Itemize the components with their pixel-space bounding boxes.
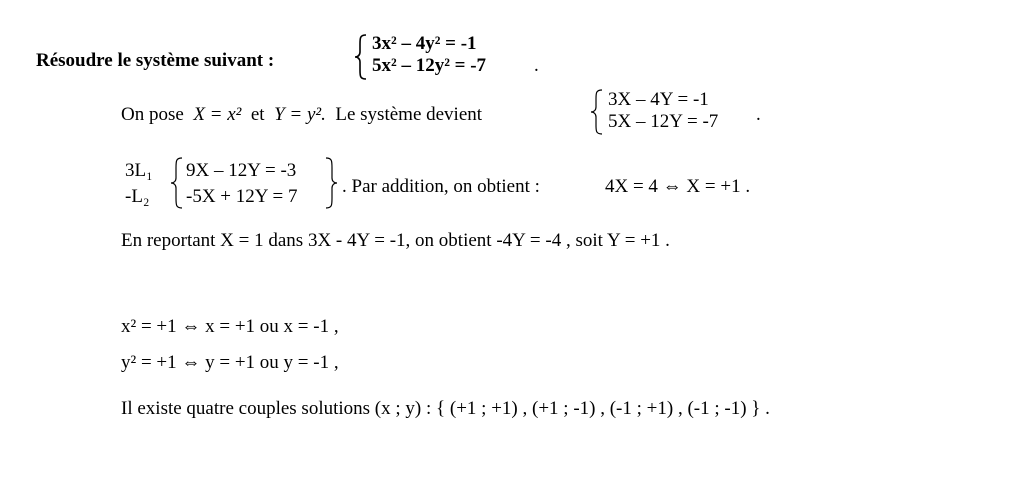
label-l2: -L₂ <box>125 186 150 207</box>
solve-y-line: y² = +1 ⇔ y = +1 ou y = -1 , <box>121 352 339 373</box>
combination-brace-left <box>170 157 184 209</box>
new-system <box>608 89 718 133</box>
system-brace-left <box>354 34 368 80</box>
subst-y: Y = y². <box>274 104 326 125</box>
and-text: et <box>250 104 265 125</box>
addition-result: 4X = 4 ⇔ X = +1 . <box>605 176 751 197</box>
combination-brace-right <box>324 157 338 209</box>
combo-eq-1: 9X – 12Y = -3 <box>186 160 297 181</box>
new-eq-2: 5X – 12Y = -7 <box>608 111 719 132</box>
combination-system <box>186 158 298 210</box>
intro-text: On pose <box>121 104 184 125</box>
addition-text: . Par addition, on obtient : <box>342 176 540 197</box>
combo-eq-2: -5X + 12Y = 7 <box>186 186 298 207</box>
solve-x-line: x² = +1 ⇔ x = +1 ou x = -1 , <box>121 316 339 337</box>
original-system <box>372 33 486 77</box>
original-eq-2: 5x² – 12y² = -7 <box>372 55 487 76</box>
label-3l1: 3L₁ <box>125 160 153 181</box>
header-end-dot: . <box>534 55 539 76</box>
combination-labels <box>125 158 153 210</box>
conclusion-line: Il existe quatre couples solutions (x ; y) : { (+1 ; +1) , (+1 ; -1) , (-1 ; +1) , (-1 ; -1) } . <box>121 398 770 419</box>
step1-end-dot: . <box>756 104 761 125</box>
new-eq-1: 3X – 4Y = -1 <box>608 89 709 110</box>
new-system-brace <box>590 89 604 135</box>
substitution-line <box>121 104 482 126</box>
subst-x: X = x² <box>193 104 242 125</box>
problem-prompt: Résoudre le système suivant : <box>36 50 275 71</box>
original-eq-1: 3x² – 4y² = -1 <box>372 33 477 54</box>
becomes-text: Le système devient <box>335 104 483 125</box>
back-substitution-line: En reportant X = 1 dans 3X - 4Y = -1, on obtient -4Y = -4 , soit Y = +1 . <box>121 230 670 251</box>
